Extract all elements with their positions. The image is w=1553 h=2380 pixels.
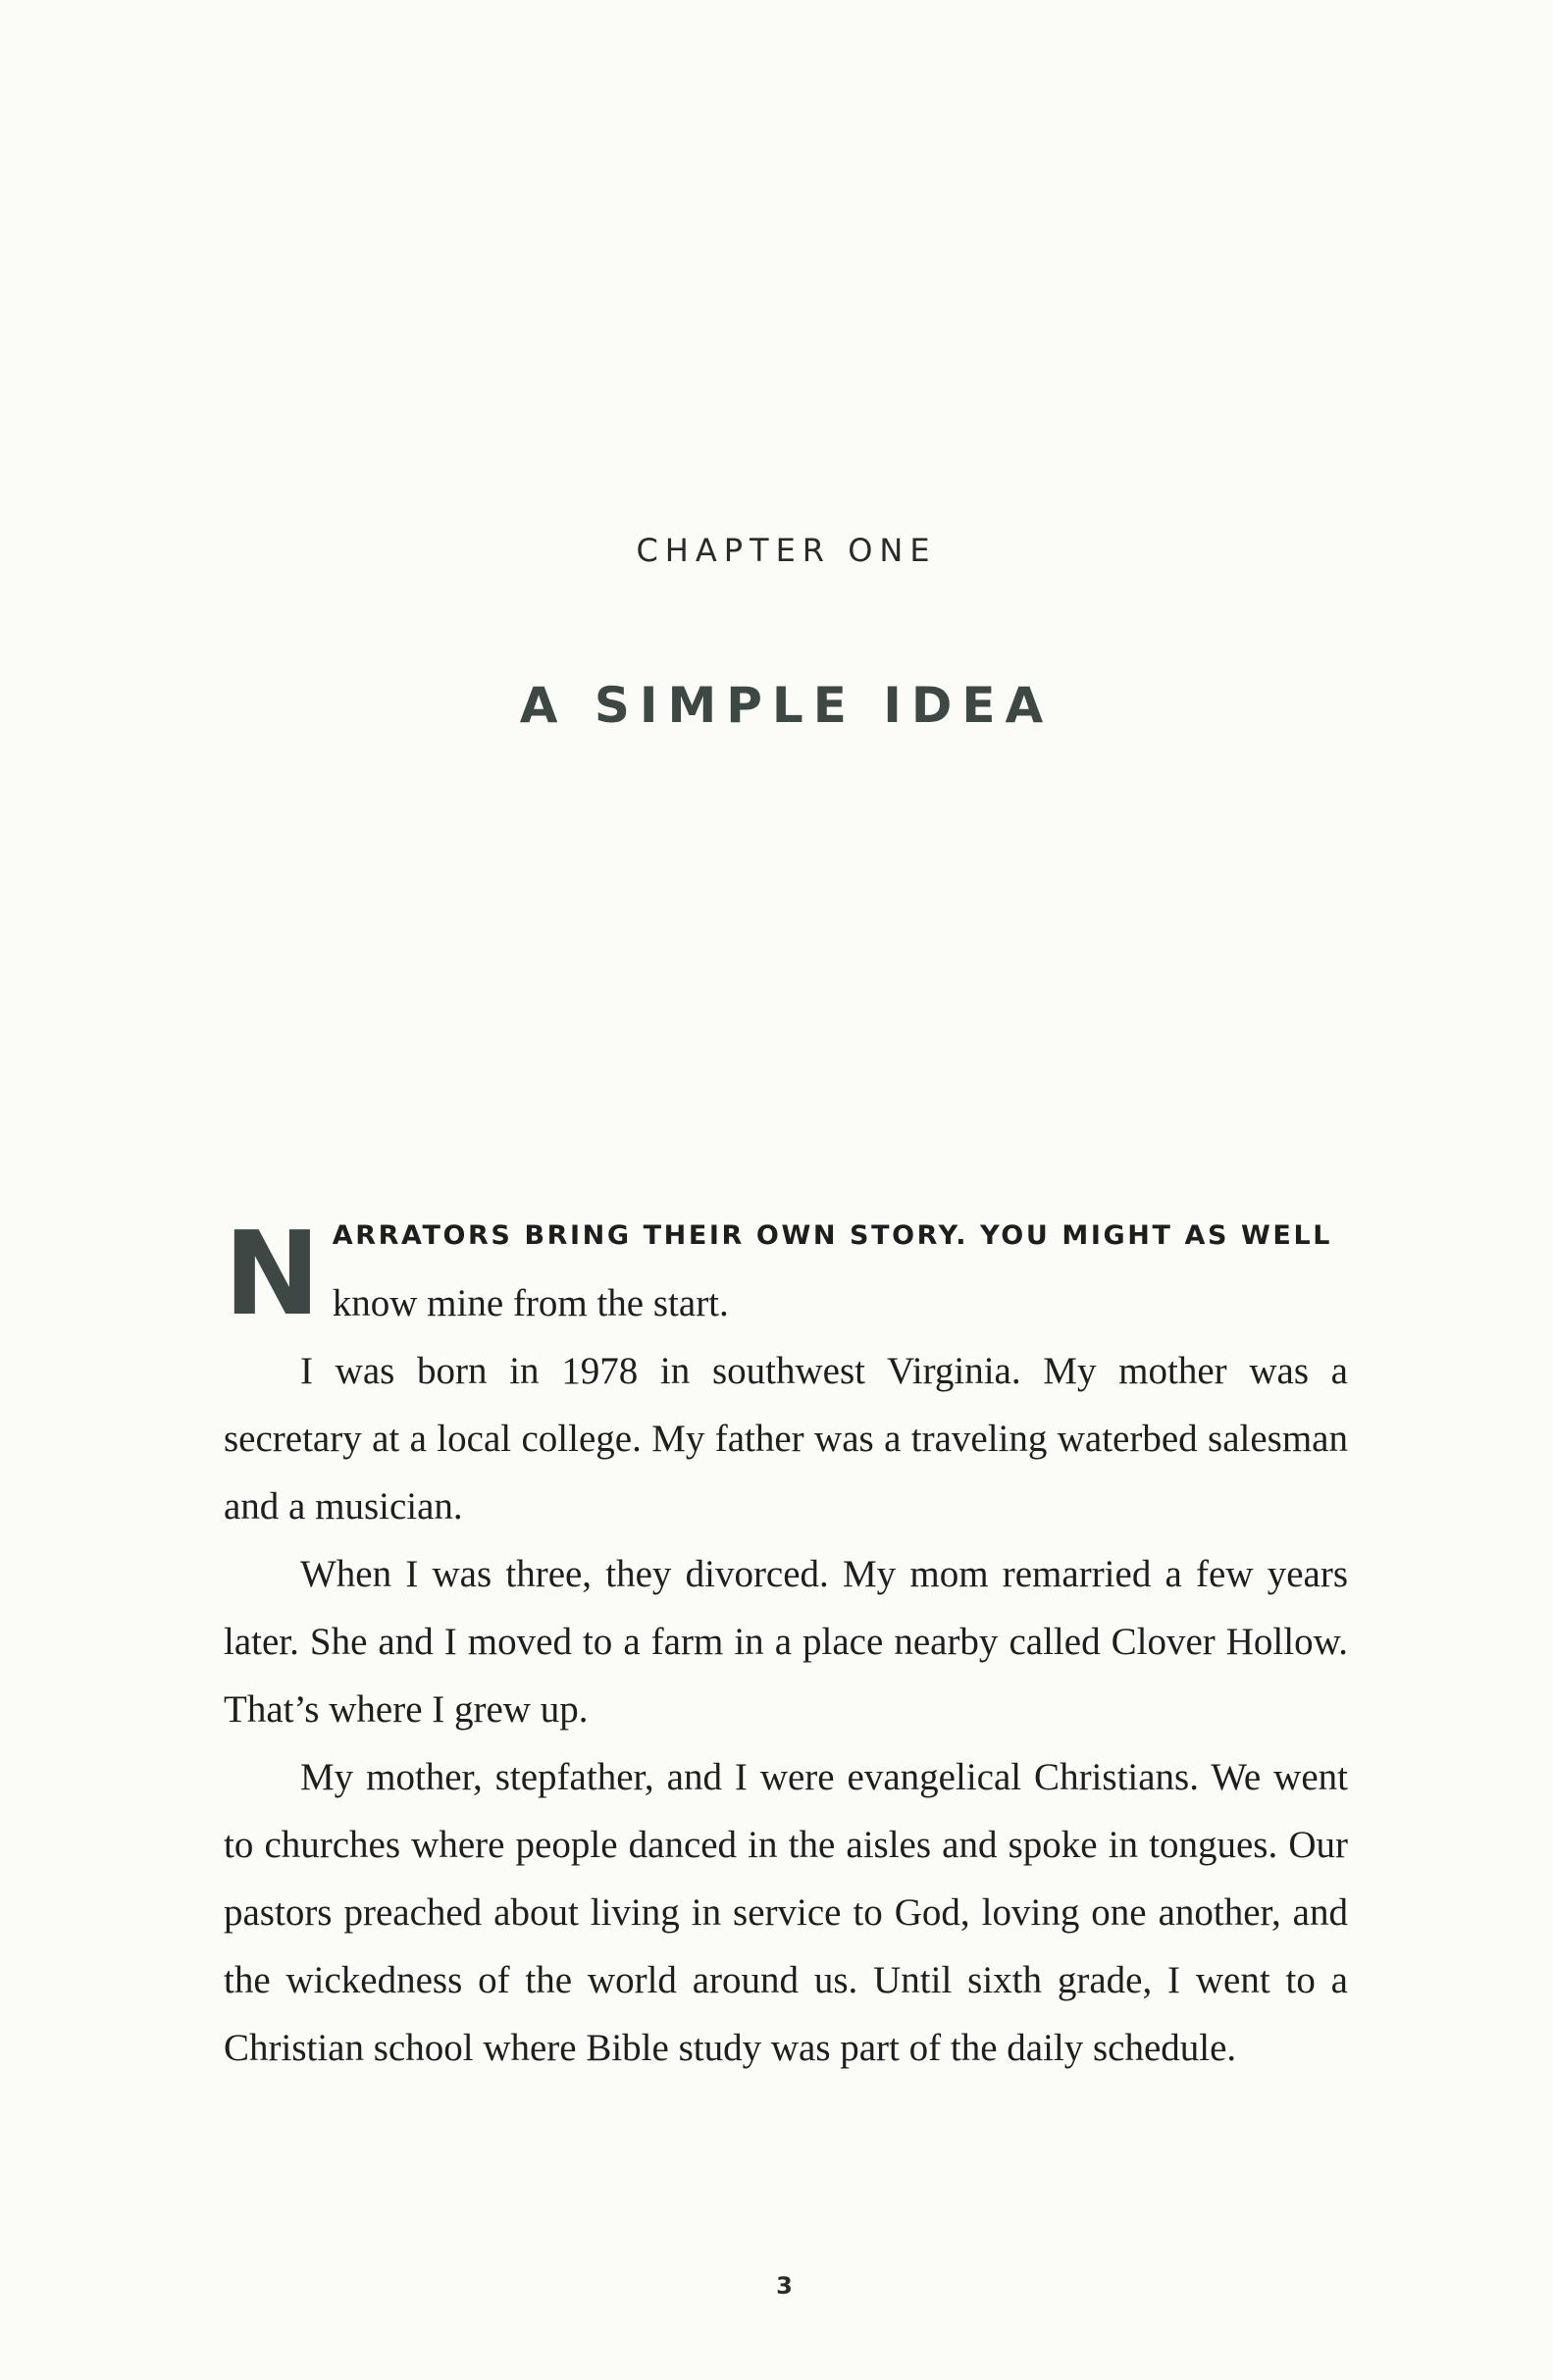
page-number: 3 — [776, 2272, 793, 2300]
lead-in-small-caps: ARRATORS BRING THEIR OWN STORY. YOU MIGHT AS WELL — [332, 1220, 1333, 1251]
opening-paragraph — [224, 1202, 1348, 1341]
chapter-title: A SIMPLE IDEA — [519, 677, 1054, 734]
opening-rest: know mine from the start. — [332, 1282, 729, 1324]
paragraph: I was born in 1978 in southwest Virginia. My mother was a secretary at a local college. My father was a traveling waterbed salesman and a musician. — [224, 1350, 1348, 1527]
paragraph: When I was three, they divorced. My mom remarried a few years later. She and I moved to a farm in a place nearby called Clover Hollow. That’s where I grew up. — [224, 1553, 1348, 1731]
paragraph: My mother, stepfather, and I were evangelical Christians. We went to churches where people danced in the aisles and spoke in tongues. Our pastors preached about living in service to God, loving one another, and the wickedness of the world around us. Until sixth grade, I went to a Christian school where Bible study was part of the daily schedule. — [224, 1756, 1348, 2069]
chapter-label: CHAPTER ONE — [636, 532, 937, 569]
drop-cap: N — [224, 1206, 319, 1341]
chapter-body — [224, 1202, 1348, 2082]
